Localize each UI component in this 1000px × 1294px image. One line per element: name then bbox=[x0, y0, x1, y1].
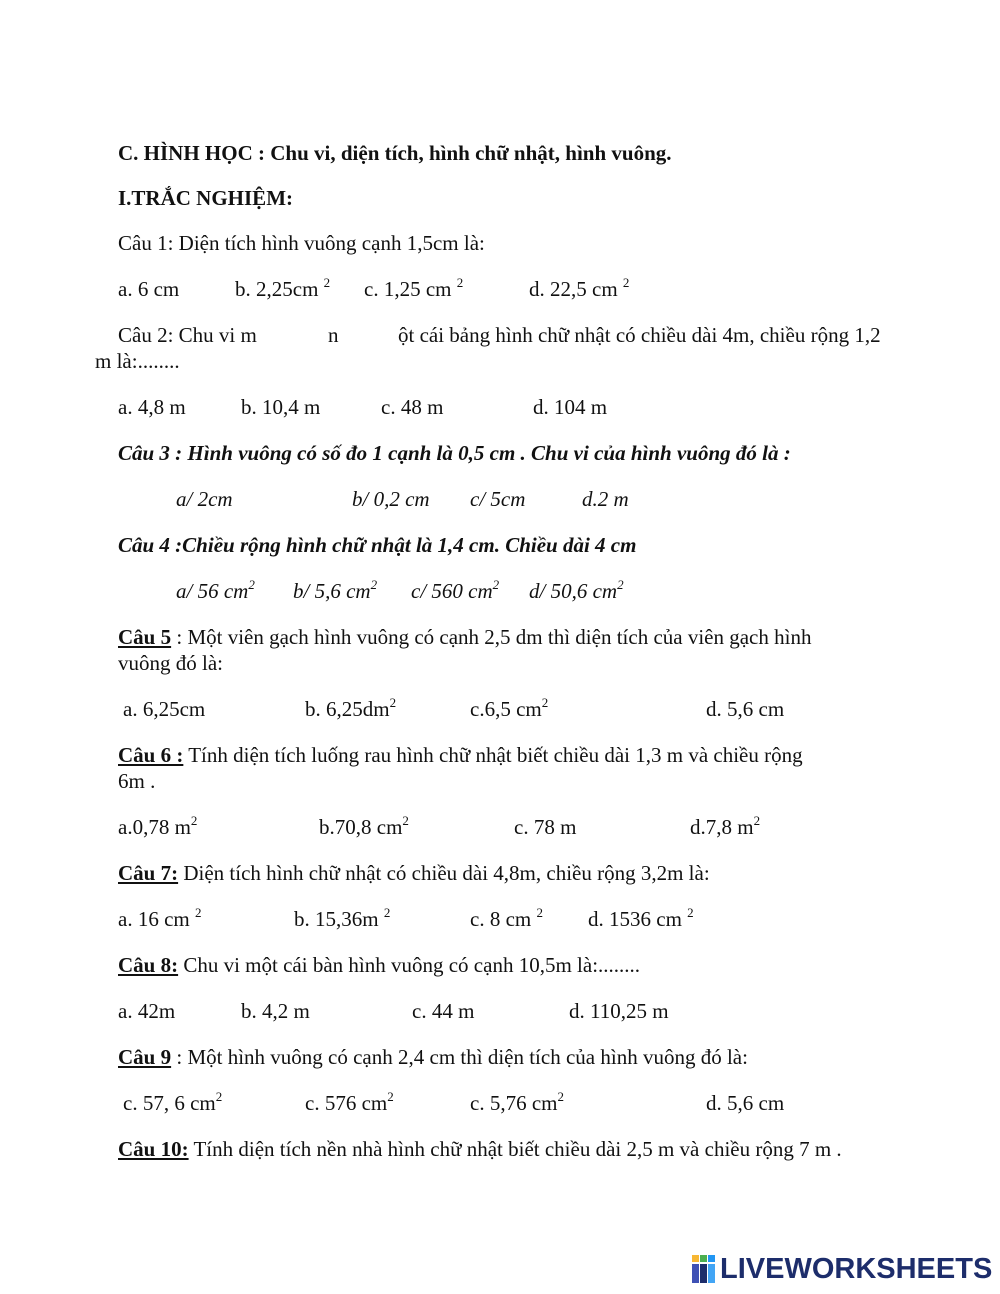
q1-option-b: b. 2,25cm $^2$ bbox=[235, 275, 331, 301]
liveworksheets-logo-text: LIVEWORKSHEETS bbox=[720, 1252, 993, 1285]
question-1-text: Câu 1: Diện tích hình vuông cạnh 1,5cm là: bbox=[118, 231, 485, 255]
question-5-text-line2: vuông đó là: bbox=[118, 651, 223, 675]
q3-option-d: d.2 m bbox=[582, 487, 629, 511]
q6-option-b: b.70,8 $cm^2$ bbox=[319, 813, 409, 839]
question-2-text-line2: m là:........ bbox=[95, 349, 180, 373]
question-2-text-part2: n bbox=[328, 323, 339, 347]
q6-option-d: d.7,8 $m^2$ bbox=[690, 813, 761, 839]
q1-option-a: a. 6 cm bbox=[118, 277, 180, 301]
q2-option-c: c. 48 m bbox=[381, 395, 444, 419]
question-2-text-part1: Câu 2: Chu vi m bbox=[118, 323, 257, 347]
section-title: C. HÌNH HỌC : Chu vi, diện tích, hình chữ nhật, hình vuông. bbox=[118, 141, 672, 165]
q5-option-b: b. $6,25dm^2$ bbox=[305, 695, 397, 721]
q5-option-d: d. 5,6 cm bbox=[706, 697, 785, 721]
q9-option-d: d. 5,6 cm bbox=[706, 1091, 785, 1115]
q8-option-d: d. 110,25 m bbox=[569, 999, 669, 1023]
q4-option-b: b/ 5,6 $cm^2$ bbox=[293, 577, 378, 603]
q8-option-c: c. 44 m bbox=[412, 999, 475, 1023]
q9-option-b: c. 576 $cm^2$ bbox=[305, 1089, 394, 1115]
question-6-text-line2: 6m . bbox=[118, 769, 156, 793]
q5-option-a: a. 6,25cm bbox=[123, 697, 206, 721]
q6-option-a: a.0,78 $m^2$ bbox=[118, 813, 198, 839]
q6-option-c: c. 78 m bbox=[514, 815, 577, 839]
q3-option-b: b/ 0,2 cm bbox=[352, 487, 430, 511]
question-10-text: Câu 10: Tính diện tích nền nhà hình chữ nhật biết chiều dài 2,5 m và chiều rộng 7 m . bbox=[118, 1137, 842, 1161]
liveworksheets-logo-icon bbox=[692, 1255, 716, 1283]
question-9-text: Câu 9 : Một hình vuông có cạnh 2,4 cm thì diện tích của hình vuông đó là: bbox=[118, 1045, 748, 1069]
q3-option-a: a/ 2cm bbox=[176, 487, 233, 511]
question-4-text: Câu 4 :Chiều rộng hình chữ nhật là 1,4 cm. Chiều dài 4 cm bbox=[118, 533, 637, 557]
q7-option-c: c. 8 cm $^2$ bbox=[470, 905, 543, 931]
q7-option-a: a. 16 cm $^2$ bbox=[118, 905, 202, 931]
question-8-text: Câu 8: Chu vi một cái bàn hình vuông có cạnh 10,5m là:........ bbox=[118, 953, 641, 977]
liveworksheets-logo bbox=[692, 1254, 992, 1284]
q3-option-c: c/ 5cm bbox=[470, 487, 526, 511]
question-7-text: Câu 7: Diện tích hình chữ nhật có chiều dài 4,8m, chiều rộng 3,2m là: bbox=[118, 861, 710, 885]
q7-option-d: d. 1536 cm $^2$ bbox=[588, 905, 694, 931]
question-3-text: Câu 3 : Hình vuông có số đo 1 cạnh là 0,5 cm . Chu vi của hình vuông đó là : bbox=[118, 441, 791, 465]
q2-option-d: d. 104 m bbox=[533, 395, 608, 419]
subsection-title: I.TRẮC NGHIỆM: bbox=[118, 186, 294, 210]
q5-option-c: c.6,5 $cm^2$ bbox=[470, 695, 549, 721]
question-2-text-part3: ột cái bảng hình chữ nhật có chiều dài 4m, chiều rộng 1,2 bbox=[398, 323, 881, 347]
q1-option-d: d. 22,5 cm $^2$ bbox=[529, 275, 630, 301]
question-6-text: Câu 6 : Tính diện tích luống rau hình chữ nhật biết chiều dài 1,3 m và chiều rộng bbox=[118, 743, 803, 767]
q1-option-c: c. 1,25 cm $^2$ bbox=[364, 275, 464, 301]
q2-option-b: b. 10,4 m bbox=[241, 395, 321, 419]
q8-option-b: b. 4,2 m bbox=[241, 999, 310, 1023]
q4-option-c: c/ 560 $cm^2$ bbox=[411, 577, 500, 603]
q7-option-b: b. 15,36m $^2$ bbox=[294, 905, 391, 931]
q9-option-a: c. 57, 6 $cm^2$ bbox=[123, 1089, 223, 1115]
q9-option-c: c. 5,76 $cm^2$ bbox=[470, 1089, 564, 1115]
q8-option-a: a. 42m bbox=[118, 999, 176, 1023]
q4-option-d: d/ 50,6 $cm^2$ bbox=[529, 577, 624, 603]
question-5-text: Câu 5 : Một viên gạch hình vuông có cạnh 2,5 dm thì diện tích của viên gạch hình bbox=[118, 625, 812, 649]
q2-option-a: a. 4,8 m bbox=[118, 395, 186, 419]
q4-option-a: a/ 56 $cm^2$ bbox=[176, 577, 255, 603]
